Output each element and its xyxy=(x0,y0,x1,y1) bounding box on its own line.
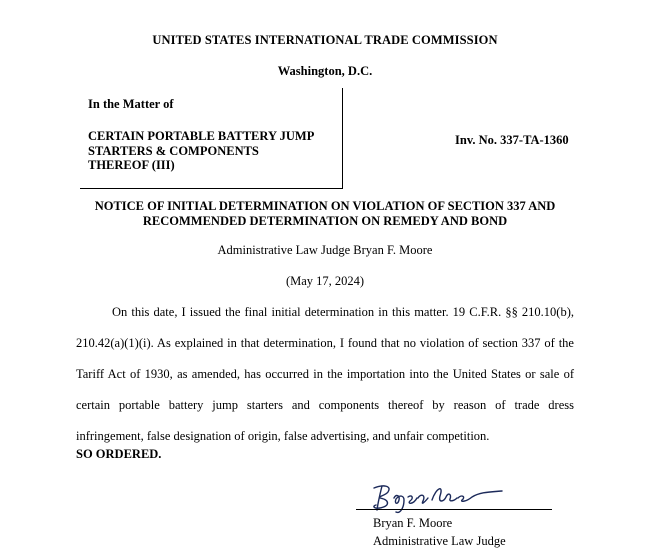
investigation-number: Inv. No. 337-TA-1360 xyxy=(455,133,569,147)
notice-title-line: NOTICE OF INITIAL DETERMINATION ON VIOLATION OF SECTION 337 AND xyxy=(94,199,556,213)
notice-title xyxy=(60,199,590,228)
case-title-line: STARTERS & COMPONENTS xyxy=(88,143,259,158)
signer-title: Administrative Law Judge xyxy=(373,534,506,548)
case-caption-box xyxy=(80,88,343,189)
in-the-matter-label: In the Matter of xyxy=(88,97,174,111)
handwritten-signature xyxy=(360,478,510,518)
judge-line: Administrative Law Judge Bryan F. Moore xyxy=(217,243,433,257)
case-title-line: THEREOF (III) xyxy=(88,158,175,172)
notice-title-line: RECOMMENDED DETERMINATION ON REMEDY AND BOND xyxy=(142,213,508,228)
body-paragraph xyxy=(76,297,574,452)
body-paragraph-text: On this date, I issued the final initial determination in this matter. 19 C.F.R. §§ 210.10(b), 210.42(a)(1)(i). As explained in that determination, I found that no violation of section 337 of the Tariff Act of 1930, as amended, has occurred in the importation into the United States or sale of certain portable battery jump starters and components thereof by reason of trade dress infringement, false designation of origin, false advertising, and unfair competition. xyxy=(76,305,574,443)
city-heading: Washington, D.C. xyxy=(277,64,373,78)
notice-date: (May 17, 2024) xyxy=(285,274,365,288)
signature-line xyxy=(356,509,552,510)
so-ordered: SO ORDERED. xyxy=(76,447,162,461)
signature-block xyxy=(350,478,570,556)
case-title-line: CERTAIN PORTABLE BATTERY JUMP xyxy=(88,129,315,143)
case-title xyxy=(88,129,338,173)
signer-name: Bryan F. Moore xyxy=(373,516,453,530)
agency-heading: UNITED STATES INTERNATIONAL TRADE COMMISSION xyxy=(152,33,498,47)
